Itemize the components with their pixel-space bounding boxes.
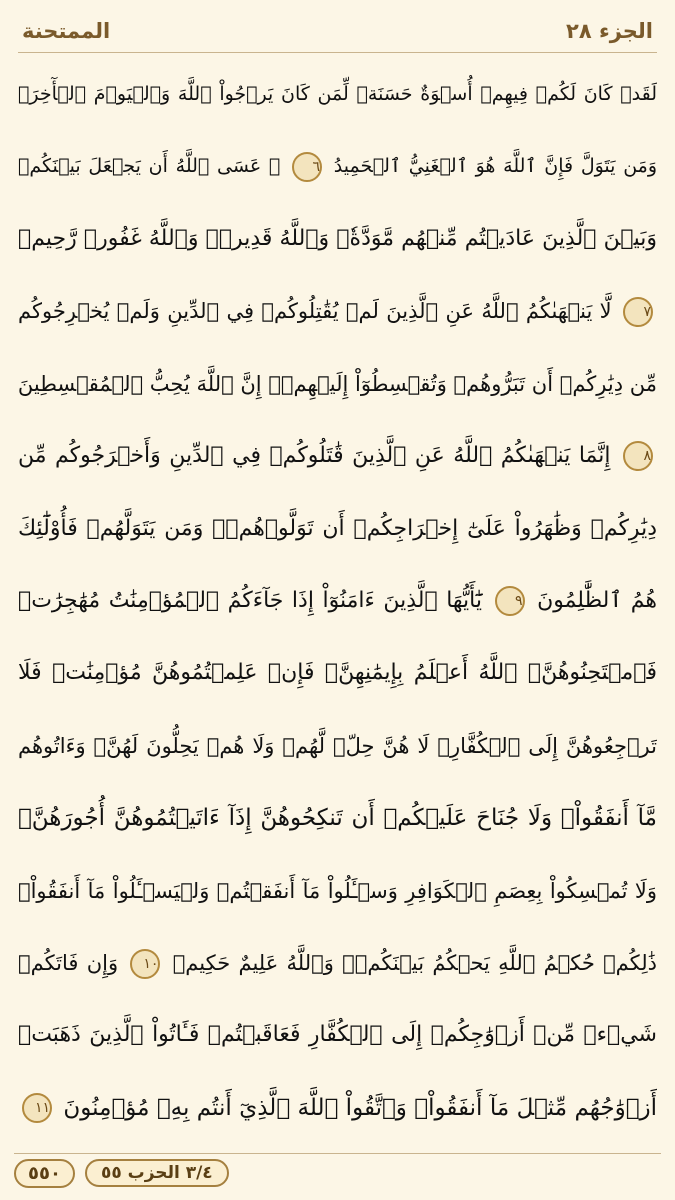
surah-name: الممتحنة xyxy=(22,19,111,43)
verse-text: وَبَيۡنَ ٱلَّذِينَ عَادَيۡتُم مِّنۡهُم مَّوَدَّةٗۚ وَٱللَّهُ قَدِيرٞۚ وَٱللَّهُ غَفُورٞ رَّحِيمٞ xyxy=(18,225,657,251)
header-divider xyxy=(18,52,657,53)
verse-text: مِّن دِيَٰرِكُمۡ أَن تَبَرُّوهُمۡ وَتُقۡسِطُوٓاْ إِلَيۡهِمۡۚ إِنَّ ٱللَّهَ يُحِبُّ ٱلۡمُقۡسِطِينَ xyxy=(18,371,657,396)
text-line xyxy=(18,209,657,269)
verse-text: تَرۡجِعُوهُنَّ إِلَى ٱلۡكُفَّارِۖ لَا هُنَّ حِلّٞ لَّهُمۡ وَلَا هُمۡ يَحِلُّونَ لَهُنَّۖ وَءَاتُوهُم xyxy=(18,733,657,758)
quran-text-area xyxy=(18,58,657,1144)
text-line xyxy=(18,933,657,993)
text-line xyxy=(18,281,657,341)
verse-text: ۞ عَسَى ٱللَّهُ أَن يَجۡعَلَ بَيۡنَكُمۡ xyxy=(18,155,281,178)
text-line xyxy=(18,861,657,921)
text-line xyxy=(18,643,657,703)
text-line xyxy=(18,1005,657,1065)
verse-text: شَيۡءٞ مِّنۡ أَزۡوَٰجِكُمۡ إِلَى ٱلۡكُفَّارِ فَعَاقَبۡتُمۡ فَـَٔاتُواْ ٱلَّذِينَ ذَهَبَتۡ xyxy=(18,1022,657,1048)
page-header xyxy=(22,14,653,48)
verse-text: إِنَّمَا يَنۡهَىٰكُمُ ٱللَّهُ عَنِ ٱلَّذِينَ قَٰتَلُوكُمۡ فِي ٱلدِّينِ وَأَخۡرَجُوكُم مِّن xyxy=(18,443,611,469)
verse-text: مَّآ أَنفَقُواْۚ وَلَا جُنَاحَ عَلَيۡكُمۡ أَن تَنكِحُوهُنَّ إِذَآ ءَاتَيۡتُمُوهُنَّ أُجُورَهُنَّۚ xyxy=(18,805,657,832)
text-line xyxy=(18,499,657,559)
verse-text: هُمُ ٱلظَّٰلِمُونَ xyxy=(537,587,657,613)
verse-text: دِيَٰرِكُمۡ وَظَٰهَرُواْ عَلَىٰٓ إِخۡرَاجِكُمۡ أَن تَوَلَّوۡهُمۡۚ وَمَن يَتَوَلَّهُمۡ فَأُوْلَٰٓئِكَ xyxy=(18,515,657,541)
verse-text: لَقَدۡ كَانَ لَكُمۡ فِيهِمۡ أُسۡوَةٌ حَسَنَةٞ لِّمَن كَانَ يَرۡجُواْ ٱللَّهَ وَٱلۡيَوۡمَ ٱلۡأٓخِرَۚ xyxy=(18,83,657,105)
text-line xyxy=(18,1078,657,1138)
text-line xyxy=(18,788,657,848)
verse-text: وَإِن فَاتَكُمۡ xyxy=(18,951,119,976)
juz-label: الجزء ٢٨ xyxy=(566,19,653,43)
verse-text: وَلَا تُمۡسِكُواْ بِعِصَمِ ٱلۡكَوَافِرِ وَسۡـَٔلُواْ مَآ أَنفَقۡتُمۡ وَلۡيَسۡـَٔلُواْ مَآ أَنفَقُواْۚ xyxy=(18,878,657,903)
ayah-number-marker: ١٠ xyxy=(130,949,160,979)
page-number-badge: ٥٥٠ xyxy=(14,1159,75,1188)
ayah-number-marker: ٦ xyxy=(292,152,322,182)
hizb-badge: ٣/٤ الحزب ٥٥ xyxy=(85,1159,229,1187)
verse-text: أَزۡوَٰجُهُم مِّثۡلَ مَآ أَنفَقُواْۚ وَٱتَّقُواْ ٱللَّهَ ٱلَّذِيٓ أَنتُم بِهِۦ مُؤۡمِنُونَ xyxy=(63,1094,657,1121)
text-line xyxy=(18,354,657,414)
verse-text: يَٰٓأَيُّهَا ٱلَّذِينَ ءَامَنُوٓاْ إِذَا جَآءَكُمُ ٱلۡمُؤۡمِنَٰتُ مُهَٰجِرَٰتٖ xyxy=(18,587,482,613)
ayah-number-marker: ٩ xyxy=(495,586,525,616)
text-line xyxy=(18,426,657,486)
text-line xyxy=(18,64,657,124)
verse-text: لَّا يَنۡهَىٰكُمُ ٱللَّهُ عَنِ ٱلَّذِينَ لَمۡ يُقَٰتِلُوكُمۡ فِي ٱلدِّينِ وَلَمۡ يُخۡرِجُوكُم xyxy=(18,299,612,324)
text-line xyxy=(18,136,657,196)
verse-text: ذَٰلِكُمۡ حُكۡمُ ٱللَّهِ يَحۡكُمُ بَيۡنَكُمۡۖ وَٱللَّهُ عَلِيمٌ حَكِيمٞ xyxy=(172,951,657,976)
verse-text: فَٱمۡتَحِنُوهُنَّۖ ٱللَّهُ أَعۡلَمُ بِإِيمَٰنِهِنَّۖ فَإِنۡ عَلِمۡتُمُوهُنَّ مُؤۡمِنَٰتٖ فَلَا xyxy=(18,660,657,686)
page-footer xyxy=(14,1153,661,1192)
text-line xyxy=(18,571,657,631)
ayah-number-marker: ١١ xyxy=(22,1093,52,1123)
ayah-number-marker: ٨ xyxy=(623,441,653,471)
ayah-number-marker: ٧ xyxy=(623,297,653,327)
text-line xyxy=(18,716,657,776)
verse-text: وَمَن يَتَوَلَّ فَإِنَّ ٱللَّهَ هُوَ ٱلۡغَنِيُّ ٱلۡحَمِيدُ xyxy=(333,155,657,178)
